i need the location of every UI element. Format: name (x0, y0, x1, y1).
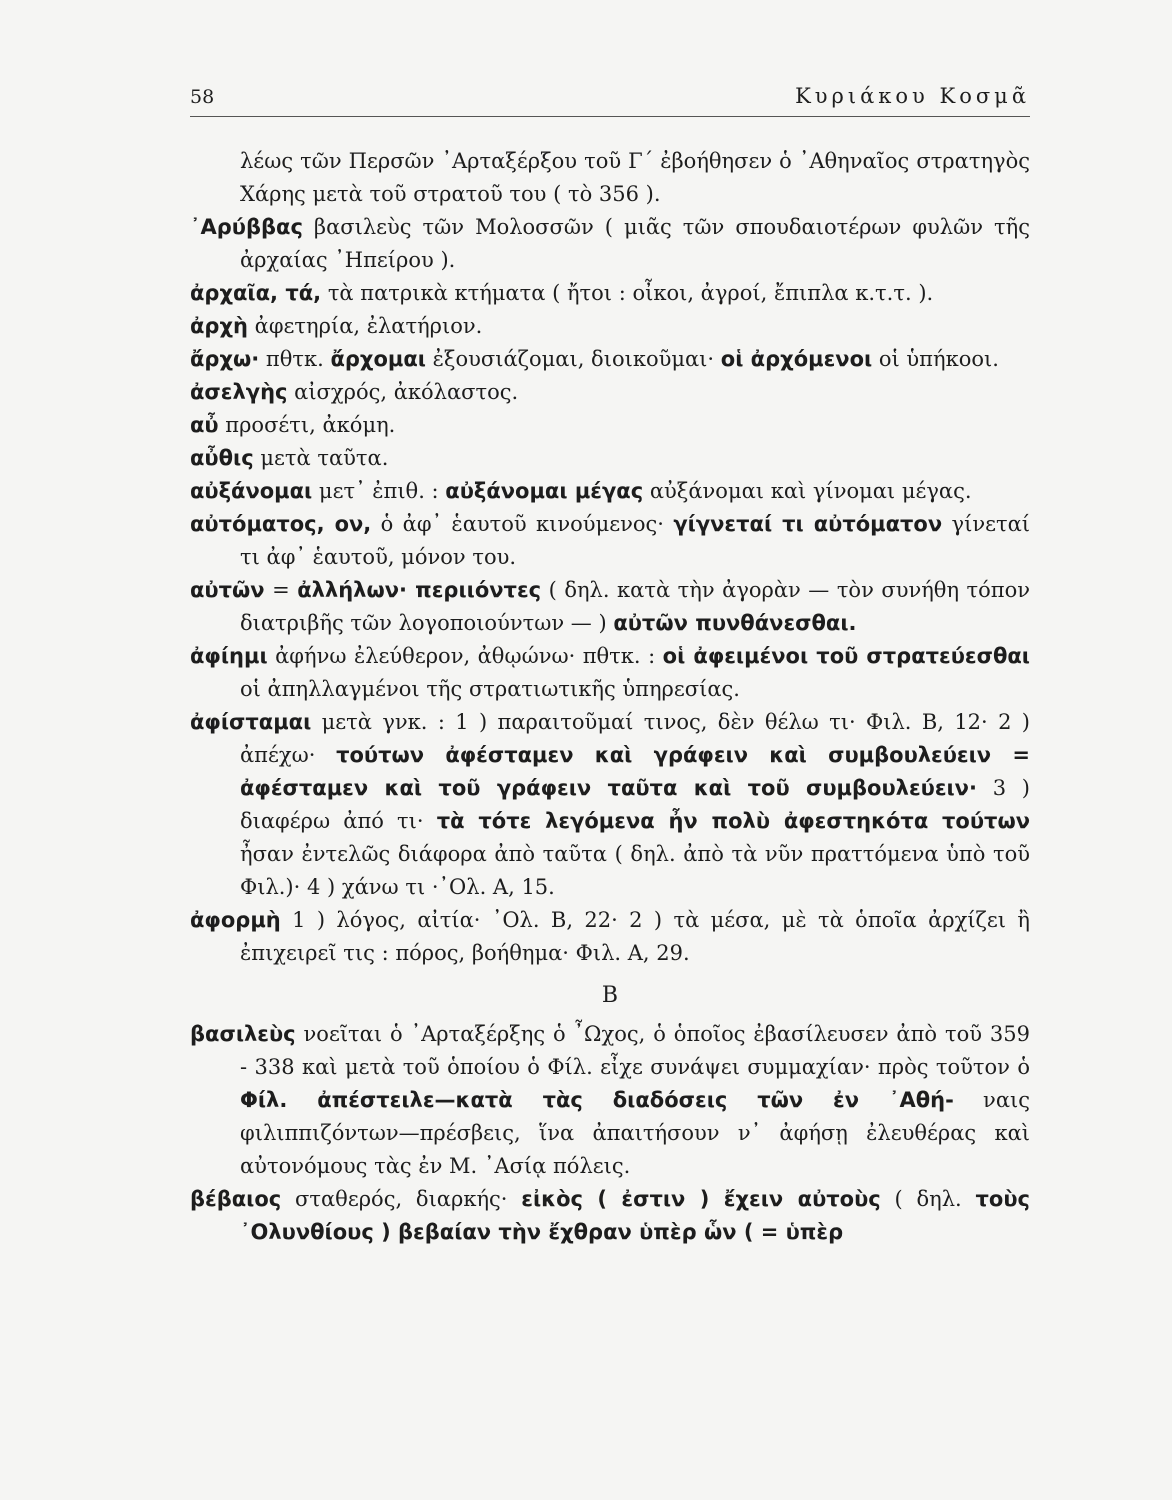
entry-lemma: αὐτόματος, ον, (190, 512, 372, 536)
glossary-entry: βασιλεὺς νοεῖται ὁ ᾿Αρταξέρξης ὁ ῏Ωχος, ὁ ὁποῖος ἐβασίλευσεν ἀπὸ τοῦ 359 - 338 καὶ μετὰ τοῦ ὁποίου ὁ Φίλ. εἶχε συνάψει συμμαχίαν· πρὸς τοῦτον ὁ Φίλ. ἀπέστειλε—κατὰ τὰς διαδόσεις τῶν ἐν ᾿Αθή- ναις φιλιππιζόντων—πρέσβεις, ἵνα ἀπαιτήσουν ν᾿ ἀφήσῃ ἐλευθέρας καὶ αὐτονόμους τὰς ἐν Μ. ᾿Ασίᾳ πόλεις. (190, 1022, 1030, 1178)
entry-lemma: αὖ (190, 413, 219, 437)
glossary-entry: αὐτόματος, ον, ὁ ἀφ᾿ ἑαυτοῦ κινούμενος· γίγνεταί τι αὐτόματον γίνεταί τι ἀφ᾿ ἑαυτοῦ, μόνον του. (190, 512, 1031, 569)
glossary-entry: ἀφίημι ἀφήνω ἐλεύθερον, ἀθῳώνω· πθτκ. : οἱ ἀφειμένοι τοῦ στρατεύεσθαι οἱ ἀπηλλαγμένοι τῆς στρατιωτικῆς ὑπηρεσίας. (190, 644, 1030, 701)
glossary-entry: ἀφορμὴ 1 ) λόγος, αἰτία· ᾿Ολ. Β, 22· 2 ) τὰ μέσα, μὲ τὰ ὁποῖα ἀρχίζει ἢ ἐπιχειρεῖ τις : πόρος, βοήθημα· Φιλ. Α, 29. (190, 908, 1030, 965)
entry-lemma: ἀρχαῖα, τά, (190, 281, 322, 305)
glossary-entry: ἀρχαῖα, τά, τὰ πατρικὰ κτήματα ( ἤτοι : οἶκοι, ἀγροί, ἔπιπλα κ.τ.τ. ). (190, 281, 934, 305)
glossary-entry: λέως τῶν Περσῶν ᾿Αρταξέρξου τοῦ Γ΄ ἐβοήθησεν ὁ ᾿Αθηναῖος στρατηγὸς Χάρης μετὰ τοῦ στρατοῦ του ( τὸ 356 ). (240, 149, 1030, 206)
glossary-entry: αὖθις μετὰ ταῦτα. (190, 446, 389, 470)
glossary-entry: αὐτῶν = ἀλλήλων· περιιόντες ( δηλ. κατὰ τὴν ἀγορὰν — τὸν συνήθη τόπον διατριβῆς τῶν λογοποιούντων — ) αὐτῶν πυνθάνεσθαι. (190, 578, 1031, 635)
page-header (190, 84, 1030, 117)
glossary-body (190, 145, 1030, 1249)
entry-lemma: ἀσελγὴς (190, 380, 288, 404)
entry-lemma: ᾿Αρύββας (190, 215, 303, 239)
entry-lemma: βέβαιος (190, 1187, 282, 1211)
glossary-entry: ἄρχω· πθτκ. ἄρχομαι ἐξουσιάζομαι, διοικοῦμαι· οἱ ἀρχόμενοι οἱ ὑπήκοοι. (190, 347, 999, 371)
glossary-entry: ἀσελγὴς αἰσχρός, ἀκόλαστος. (190, 380, 519, 404)
entry-lemma: βασιλεὺς (190, 1022, 296, 1046)
section-letter: Β (601, 983, 619, 1008)
glossary-entry: βέβαιος σταθερός, διαρκής· εἰκὸς ( ἐστιν ) ἔχειν αὐτοὺς ( δηλ. τοὺς ᾿Ολυνθίους ) βεβαίαν τὴν ἔχθραν ὑπὲρ ὧν ( = ὑπὲρ (190, 1187, 1030, 1244)
entry-lemma: ἀφορμὴ (190, 908, 281, 932)
glossary-entry: ἀρχὴ ἀφετηρία, ἐλατήριον. (190, 314, 483, 338)
glossary-entry: αὐξάνομαι μετ᾿ ἐπιθ. : αὐξάνομαι μέγας αὐξάνομαι καὶ γίνομαι μέγας. (190, 479, 972, 503)
glossary-entry: ᾿Αρύββας βασιλεὺς τῶν Μολοσσῶν ( μιᾶς τῶν σπουδαιοτέρων φυλῶν τῆς ἀρχαίας ᾿Ηπείρου ). (190, 215, 1030, 272)
glossary-entry: αὖ προσέτι, ἀκόμη. (190, 413, 396, 437)
entry-lemma: αὖθις (190, 446, 254, 470)
entry-lemma: ἀρχὴ (190, 314, 248, 338)
entry-lemma: ἀφίσταμαι (190, 710, 312, 734)
glossary-entry: ἀφίσταμαι μετὰ γνκ. : 1 ) παραιτοῦμαί τινος, δὲν θέλω τι· Φιλ. Β, 12· 2 ) ἀπέχω· τούτων ἀφέσταμεν καὶ γράφειν καὶ συμβουλεύειν = ἀφέσταμεν καὶ τοῦ γράφειν ταῦτα καὶ τοῦ συμβουλεύειν· 3 ) διαφέρω ἀπό τι· τὰ τότε λεγόμενα ἦν πολὺ ἀφεστηκότα τούτων ἦσαν ἐντελῶς διάφορα ἀπὸ ταῦτα ( δηλ. ἀπὸ τὰ νῦν πραττόμενα ὑπὸ τοῦ Φιλ.)· 4 ) χάνω τι ·᾿Ολ. Α, 15. (190, 710, 1031, 899)
page-number: 58 (190, 86, 215, 108)
running-title: Κυριάκου Κοσμᾶ (795, 84, 1030, 108)
entry-lemma: ἄρχω· (190, 347, 260, 371)
entry-lemma: ἀφίημι (190, 644, 268, 668)
entry-lemma: αὐξάνομαι (190, 479, 313, 503)
entry-lemma: αὐτῶν (190, 578, 265, 602)
